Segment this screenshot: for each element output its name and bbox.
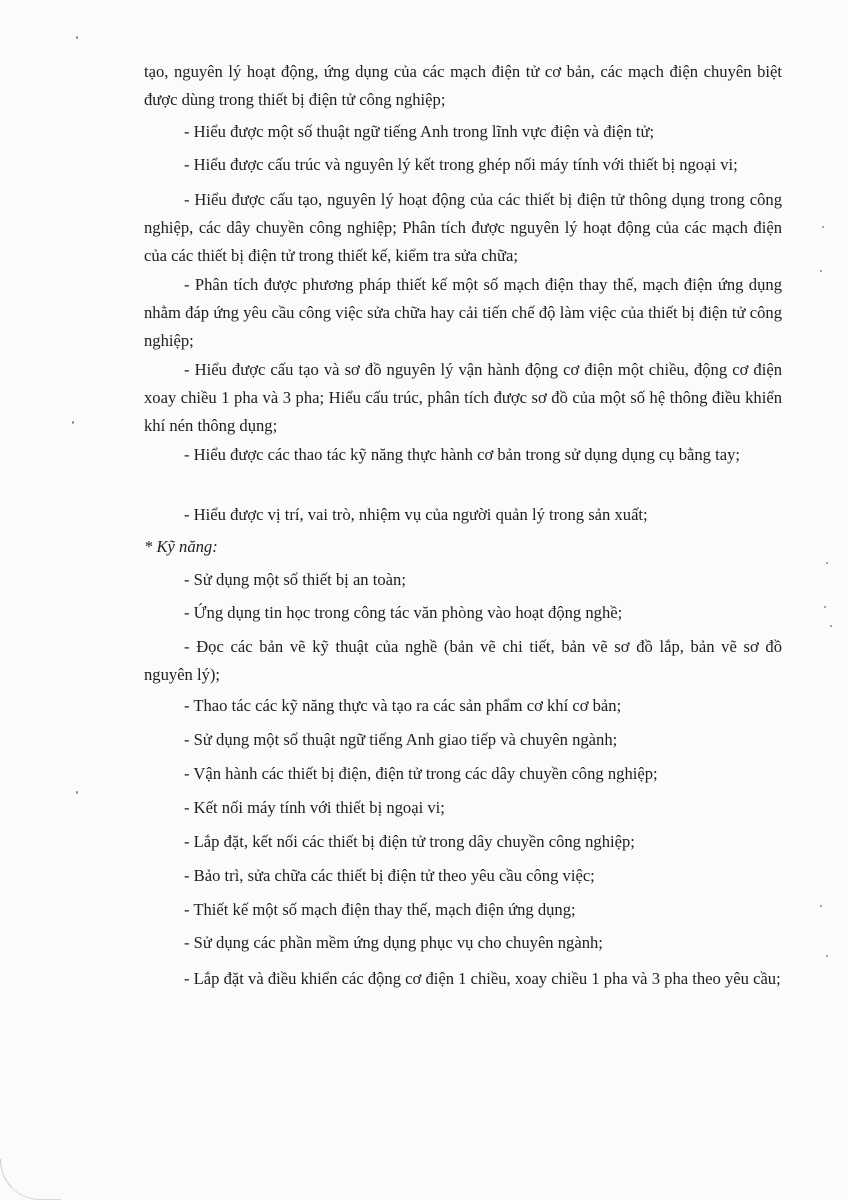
skill-item: - Sử dụng các phần mềm ứng dụng phục vụ cho chuyên ngành; <box>184 933 603 952</box>
knowledge-item: - Hiểu được cấu trúc và nguyên lý kết trong ghép nối máy tính với thiết bị ngoại vi; <box>184 155 738 174</box>
knowledge-item: - Hiểu được các thao tác kỹ năng thực hành cơ bản trong sử dụng dụng cụ bằng tay; <box>184 445 741 464</box>
skill-item: - Thiết kế một số mạch điện thay thế, mạch điện ứng dụng; <box>184 900 576 919</box>
paragraph: tạo, nguyên lý hoạt động, ứng dụng của các mạch điện tử cơ bản, các mạch điện chuyên biệt được dùng trong thiết bị điện tử công nghiệp; <box>144 62 782 109</box>
knowledge-item: - Phân tích được phương pháp thiết kế một số mạch điện thay thế, mạch điện ứng dụng nhằm đáp ứng yêu cầu công việc sửa chữa hay cải tiến chế độ làm việc của thiết bị điện tử công nghiệp; <box>144 275 782 350</box>
skill-item: - Ứng dụng tin học trong công tác văn phòng vào hoạt động nghề; <box>184 603 623 622</box>
scan-speck <box>826 562 828 564</box>
scan-speck <box>76 791 78 794</box>
skill-item: - Vận hành các thiết bị điện, điện tử trong các dây chuyền công nghiệp; <box>184 764 658 783</box>
scan-speck <box>830 625 832 627</box>
skill-item: - Lắp đặt, kết nối các thiết bị điện tử trong dây chuyền công nghiệp; <box>184 832 635 851</box>
skill-item: - Thao tác các kỹ năng thực và tạo ra các sản phẩm cơ khí cơ bản; <box>184 696 622 715</box>
page-edge-shadow <box>0 1159 61 1200</box>
scan-speck <box>76 36 78 39</box>
skill-item: - Bảo trì, sửa chữa các thiết bị điện tử theo yêu cầu công việc; <box>184 866 595 885</box>
skill-item: - Kết nối máy tính với thiết bị ngoại vi; <box>184 798 445 817</box>
scan-speck <box>72 421 74 424</box>
skill-item: - Đọc các bản vẽ kỹ thuật của nghề (bản vẽ chi tiết, bản vẽ sơ đồ lắp, bản vẽ sơ đồ nguyên lý); <box>144 637 782 684</box>
knowledge-item: - Hiểu được cấu tạo, nguyên lý hoạt động của các thiết bị điện tử thông dụng trong công nghiệp, các dây chuyền công nghiệp; Phân tích được nguyên lý hoạt động của các mạch điện của các thiết bị điện tử trong thiết kế, kiểm tra sửa chữa; <box>144 190 782 265</box>
skill-item: - Sử dụng một số thiết bị an toàn; <box>184 570 406 589</box>
skill-item: - Sử dụng một số thuật ngữ tiếng Anh giao tiếp và chuyên ngành; <box>184 730 618 749</box>
knowledge-item: - Hiểu được một số thuật ngữ tiếng Anh trong lĩnh vực điện và điện tử; <box>184 122 655 141</box>
knowledge-item: - Hiểu được vị trí, vai trò, nhiệm vụ của người quản lý trong sản xuất; <box>184 505 648 524</box>
knowledge-item: - Hiểu được cấu tạo và sơ đồ nguyên lý vận hành động cơ điện một chiều, động cơ điện xoay chiều 1 pha và 3 pha; Hiểu cấu trúc, phân tích được sơ đồ của một số hệ thông điều khiển khí nén thông dụng; <box>144 360 782 435</box>
scan-speck <box>824 606 826 608</box>
scan-speck <box>820 270 822 272</box>
scan-speck <box>826 955 828 957</box>
skills-heading: * Kỹ năng: <box>144 537 218 556</box>
skill-item: - Lắp đặt và điều khiển các động cơ điện 1 chiều, xoay chiều 1 pha và 3 pha theo yêu cầu; <box>184 969 781 988</box>
scan-speck <box>822 226 824 228</box>
scan-speck <box>820 905 822 907</box>
